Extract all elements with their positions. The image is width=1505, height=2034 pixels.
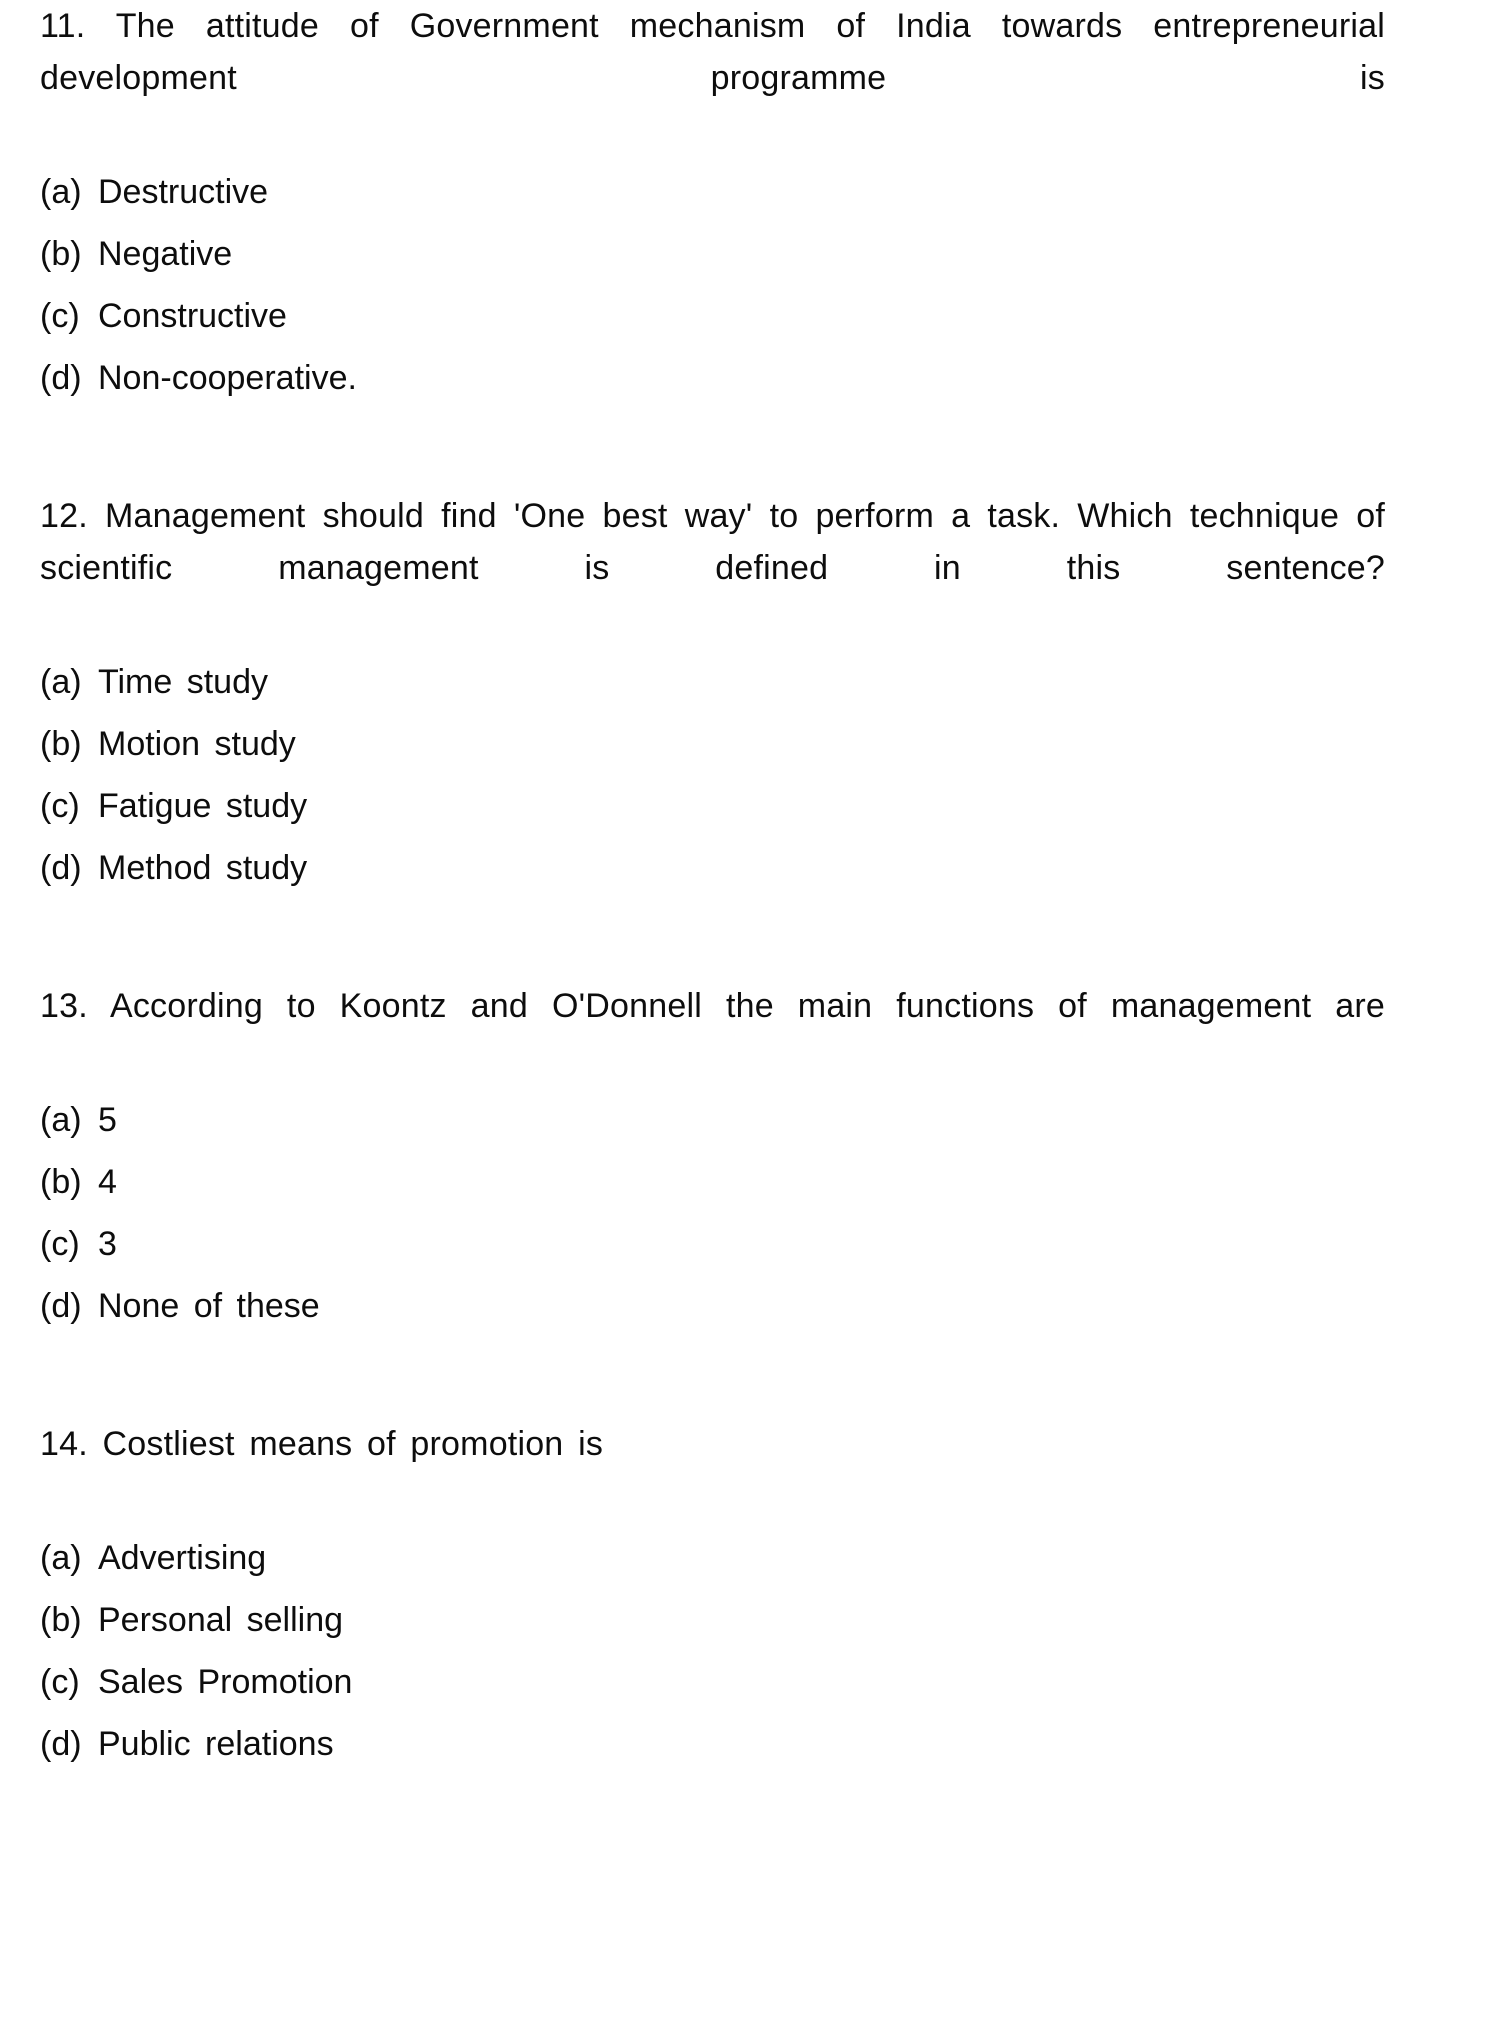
- option-text: Non-cooperative.: [98, 359, 357, 397]
- option-row[interactable]: [40, 1218, 1385, 1270]
- option-row[interactable]: [40, 290, 1385, 342]
- option-row[interactable]: [40, 780, 1385, 832]
- option-text: 3: [98, 1225, 117, 1263]
- option-label: (c): [40, 787, 80, 825]
- option-row[interactable]: [40, 842, 1385, 894]
- question-block: [40, 980, 1385, 1332]
- option-label: (d): [40, 1287, 82, 1325]
- option-list: [40, 1094, 1385, 1332]
- question-block: [40, 0, 1385, 404]
- option-text: Time study: [98, 663, 269, 701]
- option-label: (a): [40, 663, 82, 701]
- question-block: [40, 490, 1385, 894]
- option-label: (a): [40, 173, 82, 211]
- option-label: (a): [40, 1101, 82, 1139]
- option-text: None of these: [98, 1287, 320, 1325]
- option-row[interactable]: [40, 1094, 1385, 1146]
- option-text: Destructive: [98, 173, 269, 211]
- option-row[interactable]: [40, 1718, 1385, 1770]
- option-row[interactable]: [40, 1532, 1385, 1584]
- question-spacer: [40, 1372, 1385, 1418]
- option-text: Method study: [98, 849, 308, 887]
- question-spacer: [40, 934, 1385, 980]
- question-block: [40, 1418, 1385, 1770]
- option-row[interactable]: [40, 718, 1385, 770]
- option-list: [40, 166, 1385, 404]
- option-label: (b): [40, 235, 82, 273]
- option-text: 5: [98, 1101, 117, 1139]
- option-row[interactable]: [40, 1280, 1385, 1332]
- option-text: Constructive: [98, 297, 287, 335]
- option-text: Public relations: [98, 1725, 334, 1763]
- question-spacer: [40, 444, 1385, 490]
- option-row[interactable]: [40, 352, 1385, 404]
- question-stem: 13. According to Koontz and O'Donnell the main functions of management are: [40, 987, 1385, 1025]
- option-text: Advertising: [98, 1539, 267, 1577]
- option-text: Sales Promotion: [98, 1663, 353, 1701]
- option-label: (b): [40, 725, 82, 763]
- option-row[interactable]: [40, 228, 1385, 280]
- option-row[interactable]: [40, 166, 1385, 218]
- option-list: [40, 1532, 1385, 1770]
- option-text: Negative: [98, 235, 233, 273]
- question-list: [40, 0, 1385, 1770]
- option-row[interactable]: [40, 1594, 1385, 1646]
- option-text: Motion study: [98, 725, 296, 763]
- option-label: (c): [40, 1225, 80, 1263]
- question-stem: 14. Costliest means of promotion is: [40, 1425, 604, 1463]
- option-label: (d): [40, 1725, 82, 1763]
- option-label: (b): [40, 1163, 82, 1201]
- option-list: [40, 656, 1385, 894]
- option-label: (b): [40, 1601, 82, 1639]
- option-label: (c): [40, 1663, 80, 1701]
- option-row[interactable]: [40, 1656, 1385, 1708]
- option-label: (c): [40, 297, 80, 335]
- option-row[interactable]: [40, 1156, 1385, 1208]
- option-row[interactable]: [40, 656, 1385, 708]
- option-label: (d): [40, 359, 82, 397]
- question-stem: 11. The attitude of Government mechanism of India towards entrepreneurial development programme is: [40, 7, 1385, 97]
- option-text: 4: [98, 1163, 117, 1201]
- option-label: (a): [40, 1539, 82, 1577]
- option-text: Personal selling: [98, 1601, 344, 1639]
- option-label: (d): [40, 849, 82, 887]
- option-text: Fatigue study: [98, 787, 308, 825]
- question-stem: 12. Management should find 'One best way' to perform a task. Which technique of scientific management is defined in this sentence?: [40, 497, 1385, 587]
